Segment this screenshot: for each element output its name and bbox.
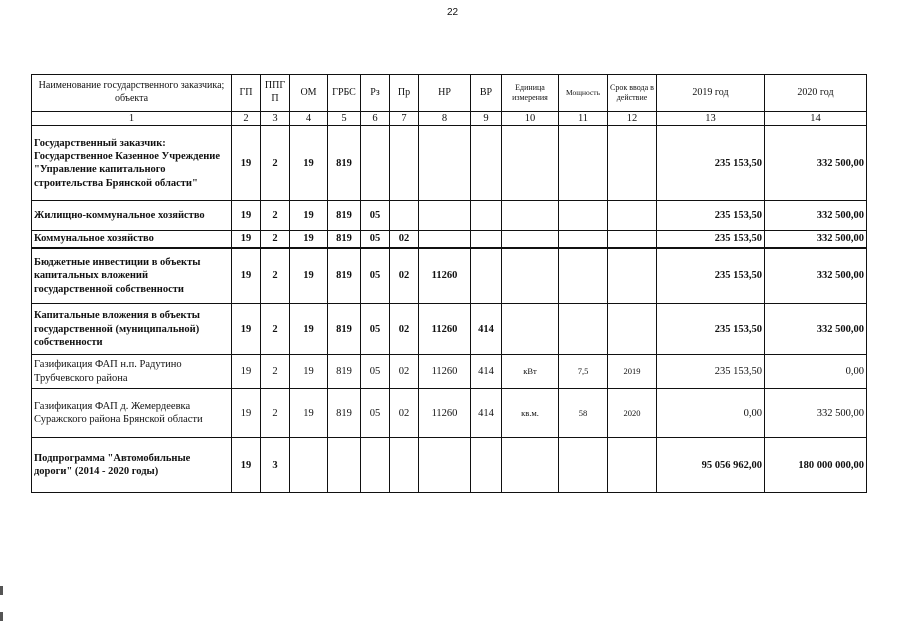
cell-pr	[390, 438, 419, 493]
cell-unit	[502, 438, 559, 493]
cell-gp: 19	[232, 304, 261, 355]
table-row	[32, 355, 867, 389]
cell-gp: 19	[232, 231, 261, 248]
cell-unit	[502, 248, 559, 304]
margin-mark	[0, 612, 3, 621]
cell-name: Газификация ФАП н.п. Радутино Трубчевского района	[32, 355, 232, 389]
cell-nr	[419, 438, 471, 493]
cell-om: 19	[290, 304, 328, 355]
cell-pr: 02	[390, 389, 419, 438]
cell-y2019: 235 153,50	[657, 355, 765, 389]
cell-y2020: 332 500,00	[765, 389, 867, 438]
cell-rz	[361, 126, 390, 201]
page-number: 22	[446, 7, 459, 18]
cell-y2020: 332 500,00	[765, 304, 867, 355]
cell-gp: 19	[232, 126, 261, 201]
header-term: Срок ввода в действие	[608, 75, 657, 112]
table-row	[32, 248, 867, 304]
header-om: ОМ	[290, 75, 328, 112]
cell-name: Газификация ФАП д. Жемердеевка Суражского района Брянской области	[32, 389, 232, 438]
cell-rz: 05	[361, 248, 390, 304]
column-number: 13	[657, 112, 765, 126]
column-number: 8	[419, 112, 471, 126]
cell-pr: 02	[390, 355, 419, 389]
margin-mark	[0, 586, 3, 595]
cell-om: 19	[290, 248, 328, 304]
cell-capacity	[559, 438, 608, 493]
header-capacity: Мощность	[559, 75, 608, 112]
cell-nr	[419, 126, 471, 201]
cell-y2020: 332 500,00	[765, 126, 867, 201]
cell-ppgp: 2	[261, 248, 290, 304]
cell-nr: 11260	[419, 304, 471, 355]
cell-name: Подпрограмма "Автомобильные дороги" (2014 - 2020 годы)	[32, 438, 232, 493]
cell-vr	[471, 248, 502, 304]
budget-table	[31, 74, 867, 493]
cell-ppgp: 3	[261, 438, 290, 493]
cell-nr	[419, 201, 471, 231]
cell-gp: 19	[232, 355, 261, 389]
cell-y2019: 0,00	[657, 389, 765, 438]
table-row	[32, 126, 867, 201]
header-rz: Рз	[361, 75, 390, 112]
column-number: 14	[765, 112, 867, 126]
cell-pr: 02	[390, 231, 419, 248]
cell-ppgp: 2	[261, 304, 290, 355]
cell-term	[608, 248, 657, 304]
cell-term: 2019	[608, 355, 657, 389]
cell-capacity	[559, 248, 608, 304]
cell-y2019: 235 153,50	[657, 126, 765, 201]
cell-y2019: 95 056 962,00	[657, 438, 765, 493]
cell-y2020: 180 000 000,00	[765, 438, 867, 493]
cell-grbs: 819	[328, 126, 361, 201]
cell-pr: 02	[390, 248, 419, 304]
cell-gp: 19	[232, 248, 261, 304]
header-2020: 2020 год	[765, 75, 867, 112]
cell-y2020: 332 500,00	[765, 201, 867, 231]
column-number: 11	[559, 112, 608, 126]
cell-vr	[471, 438, 502, 493]
cell-name: Жилищно-коммунальное хозяйство	[32, 201, 232, 231]
cell-nr: 11260	[419, 389, 471, 438]
header-gp: ГП	[232, 75, 261, 112]
cell-name: Капитальные вложения в объекты государственной (муниципальной) собственности	[32, 304, 232, 355]
cell-ppgp: 2	[261, 389, 290, 438]
column-number: 5	[328, 112, 361, 126]
cell-vr	[471, 201, 502, 231]
cell-om: 19	[290, 126, 328, 201]
cell-grbs: 819	[328, 201, 361, 231]
cell-name: Коммунальное хозяйство	[32, 231, 232, 248]
cell-capacity	[559, 126, 608, 201]
cell-term	[608, 438, 657, 493]
cell-y2019: 235 153,50	[657, 231, 765, 248]
cell-nr: 11260	[419, 355, 471, 389]
cell-capacity	[559, 304, 608, 355]
cell-capacity	[559, 231, 608, 248]
cell-nr: 11260	[419, 248, 471, 304]
cell-om	[290, 438, 328, 493]
column-number: 6	[361, 112, 390, 126]
cell-gp: 19	[232, 201, 261, 231]
cell-gp: 19	[232, 389, 261, 438]
table-row	[32, 438, 867, 493]
cell-capacity: 7,5	[559, 355, 608, 389]
cell-om: 19	[290, 355, 328, 389]
cell-unit: кВт	[502, 355, 559, 389]
column-number: 3	[261, 112, 290, 126]
cell-rz: 05	[361, 304, 390, 355]
cell-y2020: 332 500,00	[765, 231, 867, 248]
cell-capacity	[559, 201, 608, 231]
cell-term	[608, 304, 657, 355]
cell-pr: 02	[390, 304, 419, 355]
cell-term	[608, 201, 657, 231]
cell-grbs: 819	[328, 304, 361, 355]
cell-om: 19	[290, 389, 328, 438]
header-ppgp: ППГ П	[261, 75, 290, 112]
column-number-row	[32, 112, 867, 126]
cell-unit: кв.м.	[502, 389, 559, 438]
table-row	[32, 201, 867, 231]
cell-name: Государственный заказчик: Государственное Казенное Учреждение "Управление капитального строительства Брянской области"	[32, 126, 232, 201]
column-number: 2	[232, 112, 261, 126]
header-nr: НР	[419, 75, 471, 112]
cell-vr: 414	[471, 389, 502, 438]
cell-term	[608, 231, 657, 248]
cell-grbs: 819	[328, 355, 361, 389]
header-row	[32, 75, 867, 112]
cell-om: 19	[290, 231, 328, 248]
cell-gp: 19	[232, 438, 261, 493]
cell-grbs: 819	[328, 248, 361, 304]
table-row	[32, 304, 867, 355]
column-number: 4	[290, 112, 328, 126]
cell-grbs	[328, 438, 361, 493]
cell-ppgp: 2	[261, 126, 290, 201]
cell-rz: 05	[361, 355, 390, 389]
column-number: 9	[471, 112, 502, 126]
cell-rz	[361, 438, 390, 493]
cell-y2020: 0,00	[765, 355, 867, 389]
cell-vr: 414	[471, 304, 502, 355]
cell-pr	[390, 201, 419, 231]
cell-vr	[471, 231, 502, 248]
header-vr: ВР	[471, 75, 502, 112]
cell-om: 19	[290, 201, 328, 231]
table-row	[32, 231, 867, 248]
header-grbs: ГРБС	[328, 75, 361, 112]
cell-unit	[502, 231, 559, 248]
cell-unit	[502, 201, 559, 231]
cell-grbs: 819	[328, 231, 361, 248]
cell-ppgp: 2	[261, 231, 290, 248]
cell-vr: 414	[471, 355, 502, 389]
cell-ppgp: 2	[261, 201, 290, 231]
cell-rz: 05	[361, 231, 390, 248]
column-number: 7	[390, 112, 419, 126]
cell-ppgp: 2	[261, 355, 290, 389]
header-pr: Пр	[390, 75, 419, 112]
table-row	[32, 389, 867, 438]
cell-name: Бюджетные инвестиции в объекты капитальных вложений государственной собственности	[32, 248, 232, 304]
cell-y2019: 235 153,50	[657, 201, 765, 231]
column-number: 10	[502, 112, 559, 126]
cell-grbs: 819	[328, 389, 361, 438]
cell-nr	[419, 231, 471, 248]
cell-term: 2020	[608, 389, 657, 438]
cell-y2019: 235 153,50	[657, 248, 765, 304]
cell-y2019: 235 153,50	[657, 304, 765, 355]
cell-rz: 05	[361, 201, 390, 231]
cell-unit	[502, 304, 559, 355]
cell-term	[608, 126, 657, 201]
column-number: 12	[608, 112, 657, 126]
cell-capacity: 58	[559, 389, 608, 438]
cell-y2020: 332 500,00	[765, 248, 867, 304]
cell-rz: 05	[361, 389, 390, 438]
cell-vr	[471, 126, 502, 201]
cell-unit	[502, 126, 559, 201]
header-name: Наименование государственного заказчика; объекта	[32, 75, 232, 112]
column-number: 1	[32, 112, 232, 126]
header-unit: Единица измерения	[502, 75, 559, 112]
cell-pr	[390, 126, 419, 201]
header-2019: 2019 год	[657, 75, 765, 112]
